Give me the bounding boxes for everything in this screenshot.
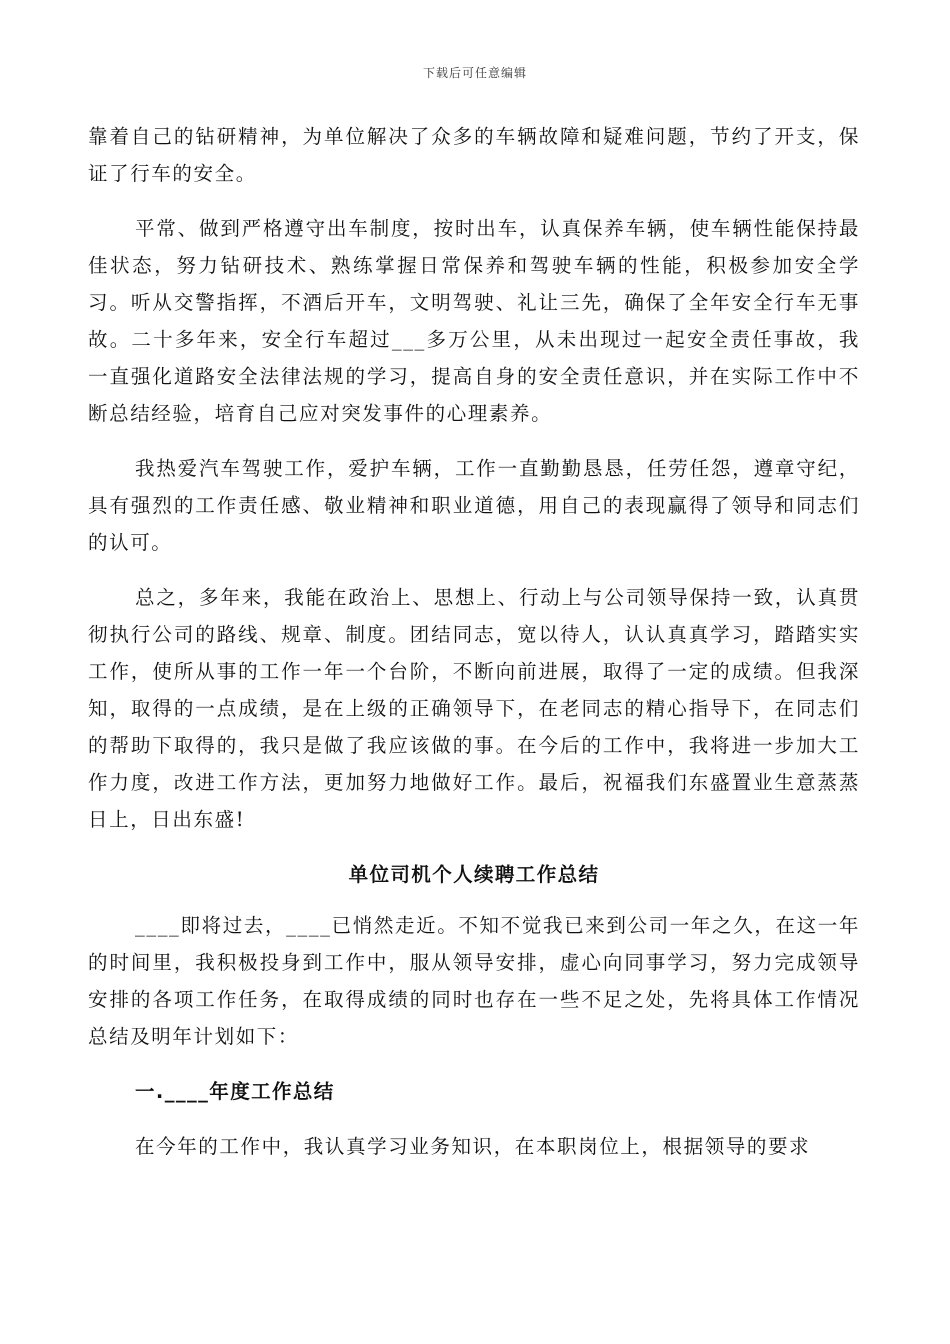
paragraph-safety: 平常、做到严格遵守出车制度，按时出车，认真保养车辆，使车辆性能保持最佳状态，努力钻研技术、熟练掌握日常保养和驾驶车辆的性能，积极参加安全学习。听从交警指挥，不酒后开车，文明驾驶、礼让三先，确保了全年安全行车无事故。二十多年来，安全行车超过___多万公里，从未出现过一起安全责任事故，我一直强化道路安全法律法规的学习，提高自身的安全责任意识，并在实际工作中不断总结经验，培育自己应对突发事件的心理素养。 — [88, 217, 860, 425]
document-title: 单位司机个人续聘工作总结 — [348, 863, 600, 886]
paragraph-continuation: 靠着自己的钻研精神，为单位解决了众多的车辆故障和疑难问题，节约了开支，保证了行车的安全。 — [88, 125, 860, 185]
page-header: 下载后可任意编辑 — [422, 66, 527, 80]
paragraph-last: 在今年的工作中，我认真学习业务知识，在本职岗位上，根据领导的要求 — [135, 1135, 811, 1158]
section-heading: 一.____年度工作总结 — [135, 1080, 335, 1103]
paragraph-dedication: 我热爱汽车驾驶工作，爱护车辆，工作一直勤勤恳恳，任劳任怨，遵章守纪，具有强烈的工作责任感、敬业精神和职业道德，用自己的表现赢得了领导和同志们的认可。 — [88, 457, 860, 554]
paragraph-conclusion: 总之，多年来，我能在政治上、思想上、行动上与公司领导保持一致，认真贯彻执行公司的路线、规章、制度。团结同志，宽以待人，认认真真学习，踏踏实实工作，使所从事的工作一年一个台阶，不断向前进展，取得了一定的成绩。但我深知，取得的一点成绩，是在上级的正确领导下，在老同志的精心指导下，在同志们的帮助下取得的，我只是做了我应该做的事。在今后的工作中，我将进一步加大工作力度，改进工作方法，更加努力地做好工作。最后，祝福我们东盛置业生意蒸蒸日上，日出东盛! — [88, 586, 860, 831]
paragraph-intro: ____即将过去，____已悄然走近。不知不觉我已来到公司一年之久，在这一年的时间里，我积极投身到工作中，服从领导安排，虚心向同事学习，努力完成领导安排的各项工作任务，在取得成绩的同时也存在一些不足之处，先将具体工作情况总结及明年计划如下： — [88, 914, 860, 1048]
document-body — [88, 118, 860, 1183]
